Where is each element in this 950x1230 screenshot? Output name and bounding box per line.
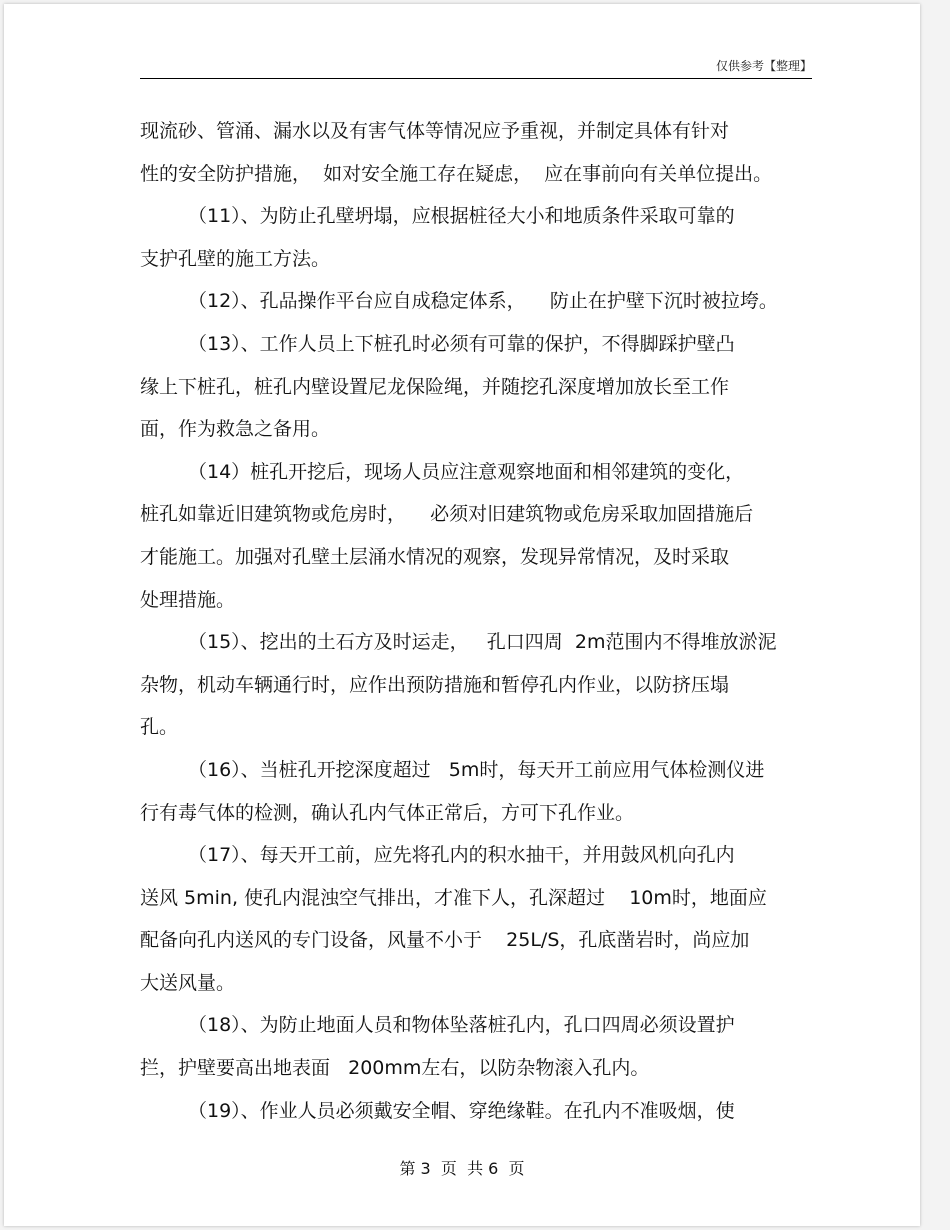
text-line: 面，作为救急之备用。 [140, 418, 331, 441]
paragraph-start-17: （17）、每天开工前，应先将孔内的积水抽干，并用鼓风机向孔内 [188, 844, 735, 867]
paragraph-start-13: （13）、工作人员上下桩孔时必须有可靠的保护，不得脚踩护壁凸 [188, 332, 735, 355]
text-line: 缘上下桩孔，桩孔内壁设置尼龙保险绳，并随挖孔深度增加放长至工作 [140, 375, 730, 398]
text-line: 送风 5min, 使孔内混浊空气排出，才准下人，孔深超过 10m时，地面应 [140, 886, 767, 909]
header-note: 仅供参考【整理】 [715, 59, 812, 73]
text-line: 杂物，机动车辆通行时，应作出预防措施和暂停孔内作业，以防挤压塌 [140, 673, 730, 696]
paragraph-start-15: （15）、挖出的土石方及时运走， 孔口四周 2m范围内不得堆放淤泥 [188, 631, 777, 654]
text-line: 桩孔如靠近旧建筑物或危房时， 必须对旧建筑物或危房采取加固措施后 [140, 503, 754, 526]
paragraph-start-12: （12）、孔品操作平台应自成稳定体系， 防止在护壁下沉时被拉垮。 [188, 290, 778, 313]
text-line: 现流砂、管涌、漏水以及有害气体等情况应予重视，并制定具体有针对 [140, 120, 730, 142]
paragraph-start-14: （14）桩孔开挖后，现场人员应注意观察地面和相邻建筑的变化， [188, 460, 745, 483]
text-line: 性的安全防护措施， 如对安全施工存在疑虑， 应在事前向有关单位提出。 [140, 162, 773, 185]
paragraph-start-16: （16）、当桩孔开挖深度超过 5m时，每天开工前应用气体检测仪进 [188, 758, 765, 781]
document-body [140, 110, 820, 1132]
page-header [140, 58, 812, 79]
text-line: 配备向孔内送风的专门设备，风量不小于 25L/S，孔底凿岩时，尚应加 [140, 929, 750, 952]
paragraph-start-19: （19）、作业人员必须戴安全帽、穿绝缘鞋。在孔内不准吸烟，使 [188, 1099, 735, 1122]
text-line: 行有毒气体的检测，确认孔内气体正常后，方可下孔作业。 [140, 801, 635, 824]
text-line: 大送风量。 [140, 971, 236, 994]
text-line: 孔。 [140, 716, 179, 739]
paragraph-start-11: （11）、为防止孔壁坍塌，应根据桩径大小和地质条件采取可靠的 [188, 205, 735, 228]
page-footer: 第 3 页 共 6 页 [399, 1159, 525, 1178]
text-line: 处理措施。 [140, 588, 236, 611]
text-line: 支护孔壁的施工方法。 [140, 247, 331, 270]
text-line: 才能施工。加强对孔壁土层涌水情况的观察，发现异常情况，及时采取 [140, 545, 730, 568]
paragraph-start-18: （18）、为防止地面人员和物体坠落桩孔内，孔口四周必须设置护 [188, 1014, 735, 1037]
text-line: 拦，护壁要高出地表面 200mm左右，以防杂物滚入孔内。 [140, 1057, 650, 1080]
document-page [4, 4, 920, 1226]
